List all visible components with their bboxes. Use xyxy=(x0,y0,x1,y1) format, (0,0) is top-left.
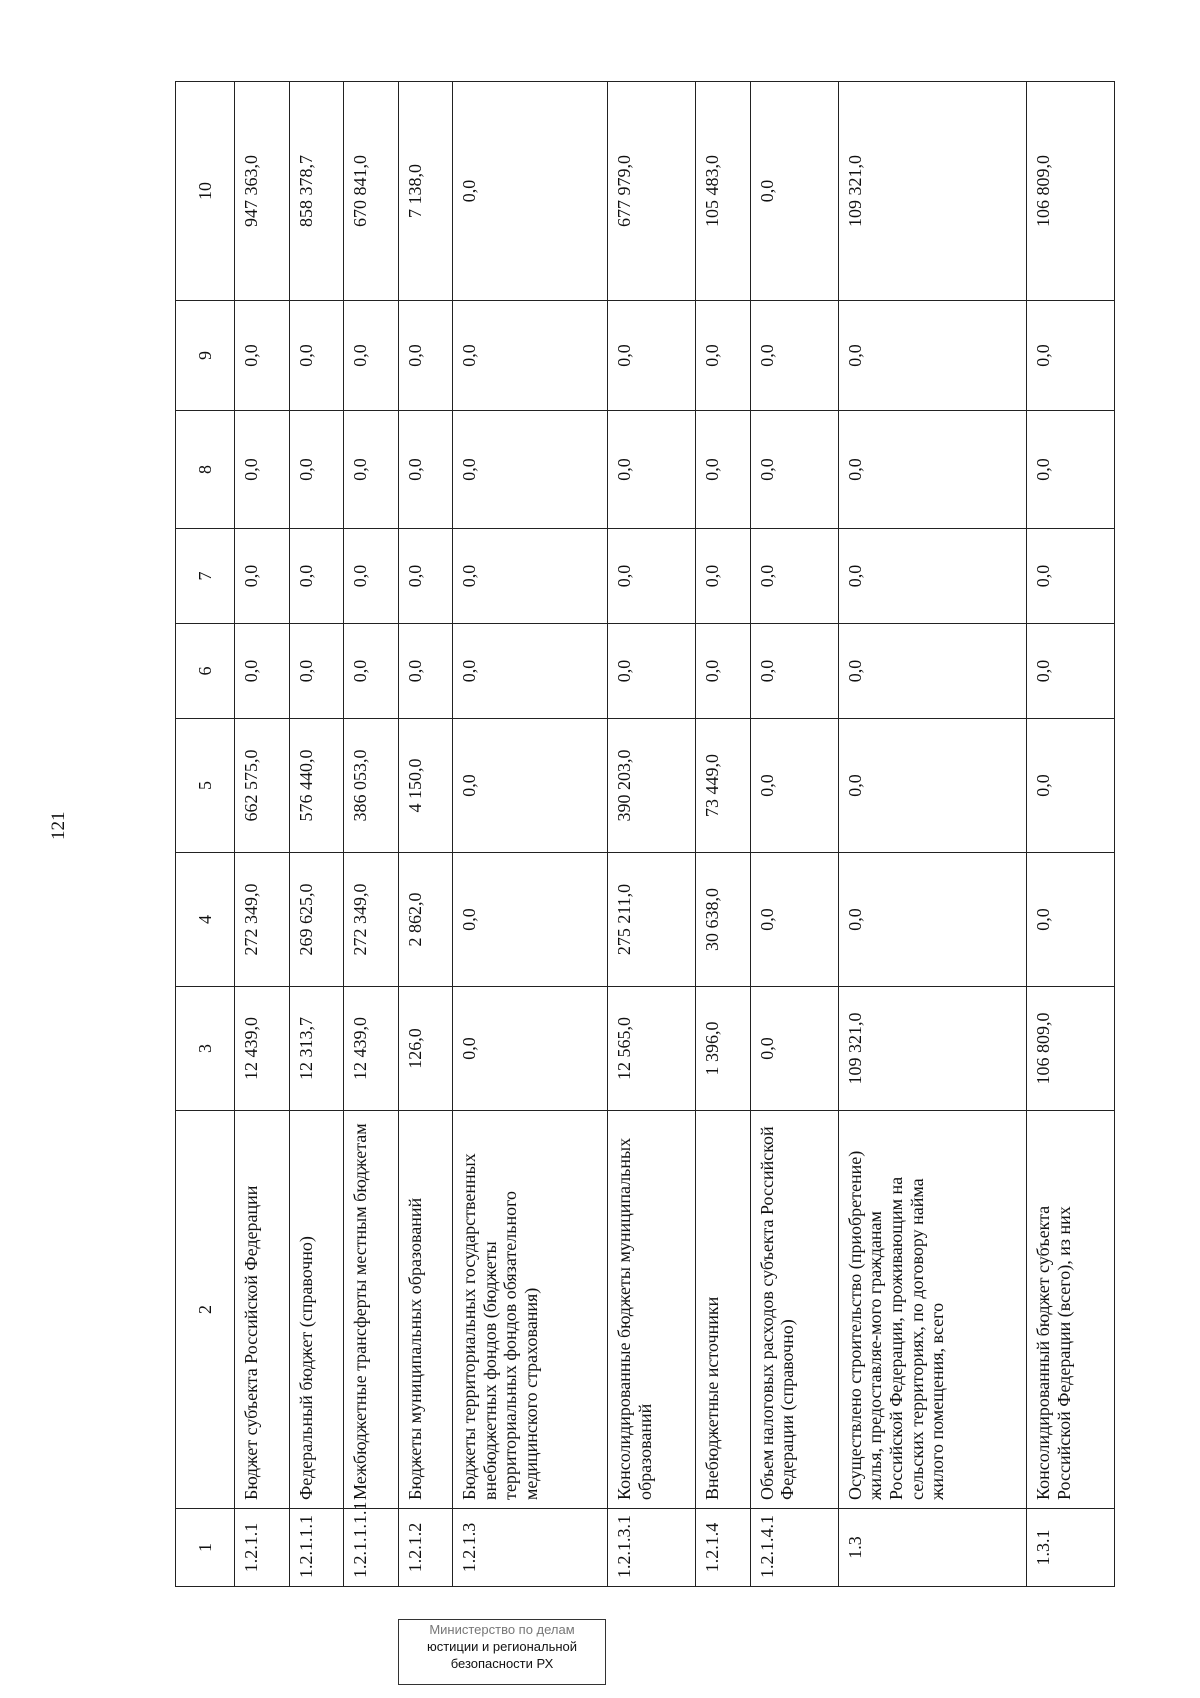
row-value: 0,0 xyxy=(838,624,1026,719)
table-row xyxy=(1026,82,1114,1587)
row-value: 390 203,0 xyxy=(608,719,696,853)
row-value: 0,0 xyxy=(838,853,1026,987)
row-code: 1.2.1.4.1 xyxy=(750,1509,838,1587)
row-code: 1.2.1.4 xyxy=(696,1509,751,1587)
row-value: 0,0 xyxy=(696,301,751,411)
row-name: Внебюджетные источники xyxy=(696,1111,751,1509)
row-value: 0,0 xyxy=(453,987,608,1111)
page-number: 121 xyxy=(48,811,69,840)
row-value: 0,0 xyxy=(344,411,399,529)
row-value: 272 349,0 xyxy=(235,853,290,987)
row-value: 4 150,0 xyxy=(398,719,453,853)
column-header: 7 xyxy=(176,529,235,624)
column-header: 3 xyxy=(176,987,235,1111)
row-value: 0,0 xyxy=(1026,719,1114,853)
row-value: 0,0 xyxy=(289,529,344,624)
table-row xyxy=(398,82,453,1587)
row-value: 0,0 xyxy=(838,529,1026,624)
row-value: 0,0 xyxy=(235,624,290,719)
row-code: 1.2.1.2 xyxy=(398,1509,453,1587)
row-value: 30 638,0 xyxy=(696,853,751,987)
row-name: Консолидированные бюджеты муниципальных образований xyxy=(608,1111,696,1509)
row-value: 0,0 xyxy=(750,624,838,719)
row-value: 0,0 xyxy=(235,301,290,411)
row-value: 0,0 xyxy=(398,529,453,624)
row-value: 670 841,0 xyxy=(344,82,399,301)
row-name: Бюджет субъекта Российской Федерации xyxy=(235,1111,290,1509)
column-header: 5 xyxy=(176,719,235,853)
row-value: 0,0 xyxy=(750,411,838,529)
row-value: 109 321,0 xyxy=(838,82,1026,301)
row-value: 109 321,0 xyxy=(838,987,1026,1111)
row-value: 858 378,7 xyxy=(289,82,344,301)
row-code: 1.3.1 xyxy=(1026,1509,1114,1587)
row-value: 272 349,0 xyxy=(344,853,399,987)
row-value: 0,0 xyxy=(696,624,751,719)
table-row xyxy=(453,82,608,1587)
row-value: 0,0 xyxy=(750,301,838,411)
row-value: 0,0 xyxy=(453,719,608,853)
row-value: 1 396,0 xyxy=(696,987,751,1111)
table-row xyxy=(608,82,696,1587)
row-name: Межбюджетные трансферты местным бюджетам xyxy=(344,1111,399,1509)
row-value: 0,0 xyxy=(1026,301,1114,411)
row-value: 0,0 xyxy=(838,411,1026,529)
row-value: 12 439,0 xyxy=(344,987,399,1111)
row-value: 0,0 xyxy=(453,82,608,301)
row-value: 12 439,0 xyxy=(235,987,290,1111)
row-value: 275 211,0 xyxy=(608,853,696,987)
row-value: 105 483,0 xyxy=(696,82,751,301)
table-row xyxy=(838,82,1026,1587)
row-code: 1.2.1.1.1 xyxy=(289,1509,344,1587)
table-row xyxy=(344,82,399,1587)
row-value: 0,0 xyxy=(398,411,453,529)
table-row xyxy=(235,82,290,1587)
row-value: 0,0 xyxy=(1026,853,1114,987)
row-value: 0,0 xyxy=(696,529,751,624)
row-name: Осуществлено строительство (приобретение) жилья, предоставляе-мого гражданам Российской Федерации, проживающим на сельских территориях, по договору найма жилого помещения, всего xyxy=(838,1111,1026,1509)
column-header: 10 xyxy=(176,82,235,301)
row-value: 0,0 xyxy=(453,301,608,411)
stamp-line-3: безопасности РХ xyxy=(450,1655,554,1671)
row-value: 0,0 xyxy=(289,624,344,719)
row-value: 677 979,0 xyxy=(608,82,696,301)
row-value: 73 449,0 xyxy=(696,719,751,853)
column-header: 8 xyxy=(176,411,235,529)
row-value: 106 809,0 xyxy=(1026,82,1114,301)
stamp-line-2: юстиции и региональной xyxy=(426,1638,578,1654)
row-value: 0,0 xyxy=(750,853,838,987)
row-code: 1.2.1.1.1.1 xyxy=(344,1509,399,1587)
row-value: 0,0 xyxy=(608,624,696,719)
row-name: Объем налоговых расходов субъекта Российской Федерации (справочно) xyxy=(750,1111,838,1509)
row-value: 12 565,0 xyxy=(608,987,696,1111)
row-name: Бюджеты муниципальных образований xyxy=(398,1111,453,1509)
row-value: 0,0 xyxy=(344,624,399,719)
row-value: 0,0 xyxy=(750,987,838,1111)
row-name: Консолидированный бюджет субъекта Российской Федерации (всего), из них xyxy=(1026,1111,1114,1509)
row-value: 0,0 xyxy=(453,624,608,719)
column-header: 4 xyxy=(176,853,235,987)
row-value: 269 625,0 xyxy=(289,853,344,987)
row-name: Бюджеты территориальных государственных внебюджетных фондов (бюджеты территориальных фондов обязательного медицинского страхования) xyxy=(453,1111,608,1509)
row-value: 0,0 xyxy=(235,411,290,529)
row-value: 7 138,0 xyxy=(398,82,453,301)
row-value: 0,0 xyxy=(398,624,453,719)
row-value: 0,0 xyxy=(608,301,696,411)
row-value: 0,0 xyxy=(289,301,344,411)
stamp-line-1: Министерство по делам xyxy=(429,1622,575,1637)
table-body xyxy=(235,82,1115,1587)
row-code: 1.3 xyxy=(838,1509,1026,1587)
row-code: 1.2.1.3.1 xyxy=(608,1509,696,1587)
row-value: 0,0 xyxy=(696,411,751,529)
row-value: 0,0 xyxy=(750,82,838,301)
row-value: 386 053,0 xyxy=(344,719,399,853)
table-row xyxy=(289,82,344,1587)
table-header-row xyxy=(176,82,235,1587)
column-header: 6 xyxy=(176,624,235,719)
row-value: 947 363,0 xyxy=(235,82,290,301)
row-value: 0,0 xyxy=(1026,624,1114,719)
row-value: 0,0 xyxy=(398,301,453,411)
column-header: 2 xyxy=(176,1111,235,1509)
row-value: 576 440,0 xyxy=(289,719,344,853)
row-value: 106 809,0 xyxy=(1026,987,1114,1111)
row-value: 0,0 xyxy=(289,411,344,529)
row-value: 0,0 xyxy=(1026,529,1114,624)
row-value: 2 862,0 xyxy=(398,853,453,987)
row-value: 0,0 xyxy=(453,529,608,624)
row-value: 0,0 xyxy=(750,719,838,853)
table-row xyxy=(750,82,838,1587)
row-code: 1.2.1.1 xyxy=(235,1509,290,1587)
row-value: 0,0 xyxy=(838,719,1026,853)
ministry-stamp xyxy=(398,1619,606,1685)
row-value: 662 575,0 xyxy=(235,719,290,853)
row-value: 0,0 xyxy=(1026,411,1114,529)
row-value: 0,0 xyxy=(453,411,608,529)
row-value: 0,0 xyxy=(608,529,696,624)
column-header: 1 xyxy=(176,1509,235,1587)
row-value: 0,0 xyxy=(344,301,399,411)
rotated-table-container xyxy=(175,82,1115,1587)
row-value: 0,0 xyxy=(750,529,838,624)
row-value: 0,0 xyxy=(608,411,696,529)
row-value: 0,0 xyxy=(344,529,399,624)
row-value: 0,0 xyxy=(453,853,608,987)
row-code: 1.2.1.3 xyxy=(453,1509,608,1587)
budget-table xyxy=(175,81,1115,1587)
row-value: 126,0 xyxy=(398,987,453,1111)
row-value: 0,0 xyxy=(235,529,290,624)
column-header: 9 xyxy=(176,301,235,411)
row-value: 0,0 xyxy=(838,301,1026,411)
row-value: 12 313,7 xyxy=(289,987,344,1111)
table-row xyxy=(696,82,751,1587)
row-name: Федеральный бюджет (справочно) xyxy=(289,1111,344,1509)
